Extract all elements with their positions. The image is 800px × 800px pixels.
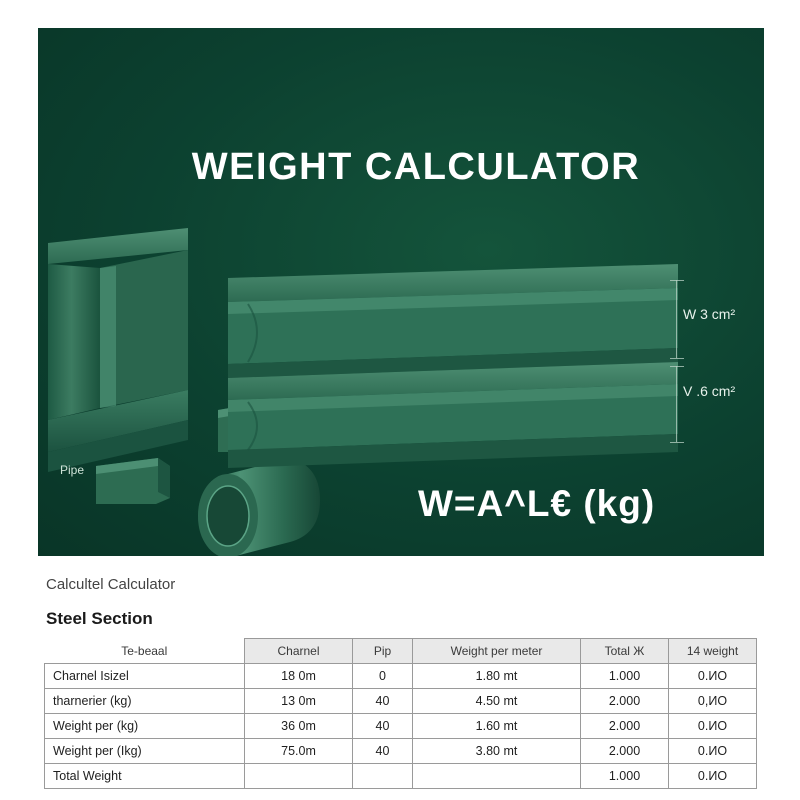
row-cell: 36 0m bbox=[245, 714, 353, 739]
angle-profile-small bbox=[96, 458, 170, 504]
table-row bbox=[45, 739, 757, 764]
document-title: Steel Section bbox=[46, 609, 153, 628]
i-beam-large bbox=[48, 228, 188, 472]
row-cell: 1.000 bbox=[581, 664, 669, 689]
row-cell: 2.000 bbox=[581, 739, 669, 764]
row-cell bbox=[245, 764, 353, 789]
row-cell: 1.000 bbox=[581, 764, 669, 789]
dimension-tick-1a bbox=[670, 280, 684, 281]
beam-upper bbox=[228, 264, 678, 378]
hero-panel bbox=[38, 28, 764, 556]
table-header-cell-3: Weight per meter bbox=[413, 639, 581, 664]
row-cell: 18 0m bbox=[245, 664, 353, 689]
beam-lower bbox=[228, 362, 678, 468]
round-pipe bbox=[198, 458, 320, 556]
row-cell: 0.ИO bbox=[669, 764, 757, 789]
row-cell: 4.50 mt bbox=[413, 689, 581, 714]
table-header-row bbox=[45, 639, 757, 664]
row-label: Weight per (kg) bbox=[45, 714, 245, 739]
dimension-line-1 bbox=[676, 280, 677, 358]
table-row bbox=[45, 689, 757, 714]
row-cell: 40 bbox=[353, 689, 413, 714]
dimension-label-1: W 3 cm² bbox=[683, 306, 736, 322]
dimension-tick-2b bbox=[670, 442, 684, 443]
row-label: Total Weight bbox=[45, 764, 245, 789]
pipe-label: Pipe bbox=[60, 463, 85, 477]
table-header-cell-1: Charnel bbox=[245, 639, 353, 664]
row-cell: 0 bbox=[353, 664, 413, 689]
steel-section-table bbox=[44, 638, 757, 789]
row-cell: 1.60 mt bbox=[413, 714, 581, 739]
row-cell: 0,ИO bbox=[669, 689, 757, 714]
steel-shapes-illustration bbox=[38, 28, 764, 556]
row-cell: 0.ИO bbox=[669, 714, 757, 739]
poster-title: WEIGHT CALCULATOR bbox=[191, 146, 641, 188]
row-label: Charnel Isizel bbox=[45, 664, 245, 689]
row-cell bbox=[413, 764, 581, 789]
row-cell: 40 bbox=[353, 714, 413, 739]
table-header-cell-4: Total Ж bbox=[581, 639, 669, 664]
table-header-cell-0: Te-beaal bbox=[45, 639, 245, 664]
row-label: tharnerier (kg) bbox=[45, 689, 245, 714]
row-cell bbox=[353, 764, 413, 789]
row-cell: 2.000 bbox=[581, 714, 669, 739]
weight-formula: W=A^L€ (kg) bbox=[418, 483, 656, 524]
dimension-tick-2a bbox=[670, 366, 684, 367]
row-cell: 75.0m bbox=[245, 739, 353, 764]
table-row bbox=[45, 664, 757, 689]
table-header-cell-2: Pip bbox=[353, 639, 413, 664]
row-cell: 1.80 mt bbox=[413, 664, 581, 689]
row-cell: 2.000 bbox=[581, 689, 669, 714]
dimension-tick-1b bbox=[670, 358, 684, 359]
table-total-row bbox=[45, 764, 757, 789]
row-label: Weight per (Іkg) bbox=[45, 739, 245, 764]
table-row bbox=[45, 714, 757, 739]
table-header-cell-5: 14 weight bbox=[669, 639, 757, 664]
document-subtitle: Calcultel Calculator bbox=[46, 576, 176, 593]
row-cell: 0.ИO bbox=[669, 739, 757, 764]
dimension-line-2 bbox=[676, 366, 677, 442]
row-cell: 13 0m bbox=[245, 689, 353, 714]
row-cell: 0.ИO bbox=[669, 664, 757, 689]
dimension-label-2: V .6 cm² bbox=[683, 383, 736, 399]
row-cell: 3.80 mt bbox=[413, 739, 581, 764]
row-cell: 40 bbox=[353, 739, 413, 764]
calculator-document bbox=[0, 565, 800, 800]
